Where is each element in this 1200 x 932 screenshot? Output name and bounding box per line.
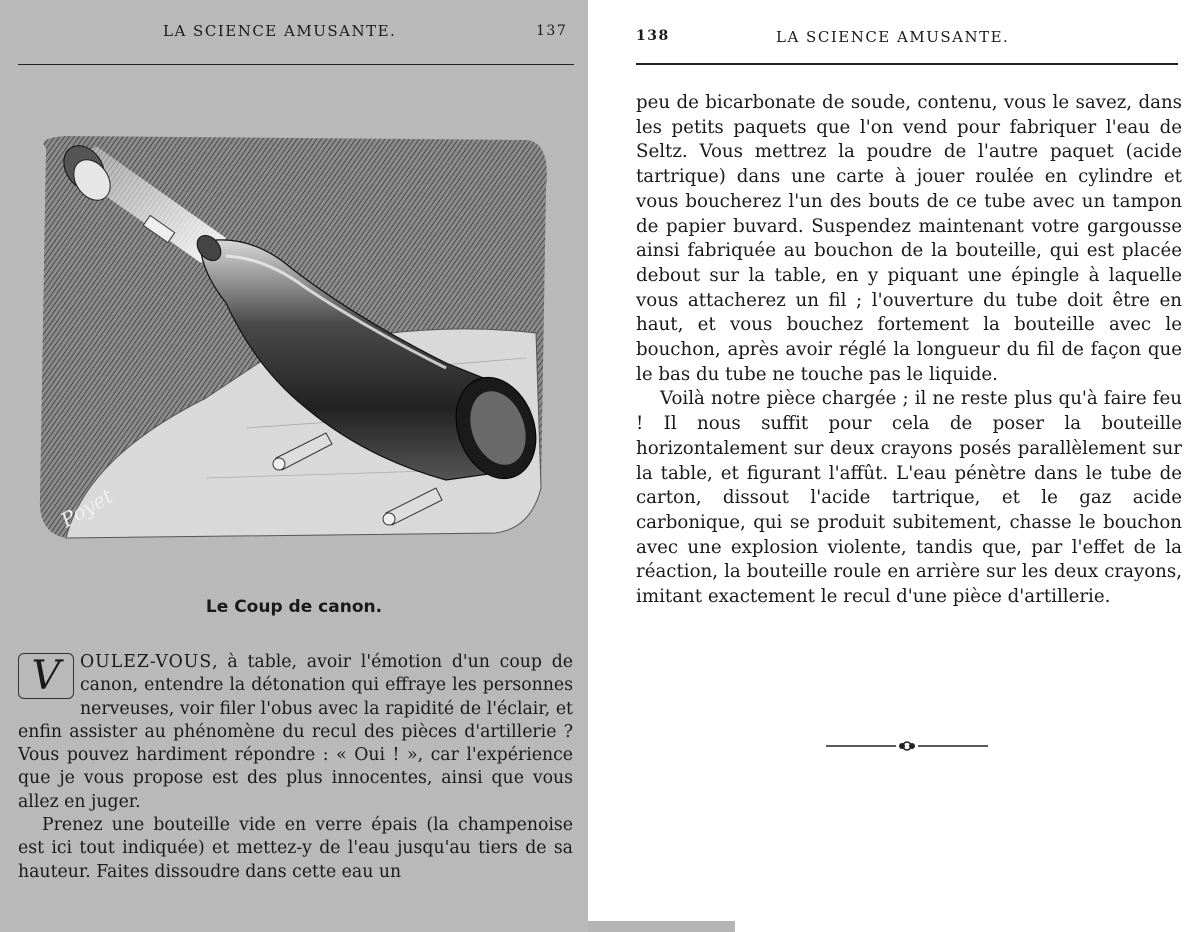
artist-signature: Poyet bbox=[56, 483, 117, 533]
left-paragraph-1-text: , à table, avoir l'émotion d'un coup de canon, entendre la détonation qui effraye les personnes nerveuses, voir filer l'obus avec la rapidité de l'éclair, et enfin assister au phénomène du recul des pièces d'artillerie ? Vous pouvez hardiment répondre : « Oui ! », car l'expérience que je vous propose est des plus innocentes, ainsi que vous allez en juger. bbox=[18, 652, 573, 812]
header-rule-left bbox=[18, 64, 574, 65]
right-body bbox=[636, 91, 1182, 610]
right-header bbox=[588, 28, 1200, 52]
left-paragraph-2: Prenez une bouteille vide en verre épais (la champenoise est ici tout indiquée) et mettez-y de l'eau jusqu'au tiers de sa hauteur. Faites dissoudre dans cette eau un bbox=[18, 815, 573, 882]
right-paragraph-2: Voilà notre pièce chargée ; il ne reste plus qu'à faire feu ! Il nous suffit pour cela de poser la bouteille horizontalement sur deux crayons posés parallèlement sur la table, et figurant l'affût. L'eau pénètre dans le tube de carton, dissout l'acide tartrique, et le gaz acide carbonique, qui se produit subitement, chasse le bouchon avec une explosion violente, tandis que, par l'effet de la réaction, la bouteille roule en arrière sur les deux crayons, imitant exactement le recul d'une pièce d'artillerie. bbox=[636, 388, 1182, 608]
running-title-left: LA SCIENCE AMUSANTE. bbox=[163, 22, 397, 40]
illustration-caption: Le Coup de canon. bbox=[205, 597, 383, 617]
end-ornament bbox=[826, 736, 988, 756]
bottle-cannon-illustration bbox=[26, 128, 556, 558]
page-number-left: 137 bbox=[536, 23, 568, 39]
header-rule-right bbox=[636, 63, 1178, 65]
left-body bbox=[18, 651, 573, 884]
scan-edge-strip bbox=[588, 921, 735, 932]
right-paragraph-1: peu de bicarbonate de soude, contenu, vous le savez, dans les petits paquets que l'on vend pour fabriquer l'eau de Seltz. Vous mettrez la poudre de l'autre paquet (acide tartrique) dans une carte à jouer roulée en cylindre et vous boucherez l'un des bouts de ce tube avec un tampon de papier buvard. Suspendez maintenant votre gargousse ainsi fabriquée au bouchon de la bouteille, qui est placée debout sur la table, en y piquant une épingle à laquelle vous attacherez un fil ; l'ouverture du tube doit être en haut, et vous bouchez fortement la bouteille avec le bouchon, après avoir réglé la longueur du fil de façon que le bas du tube ne touche pas le liquide. bbox=[636, 92, 1182, 385]
page-number-right: 138 bbox=[636, 28, 670, 44]
first-word: OULEZ-VOUS bbox=[80, 652, 213, 672]
left-paragraph-1 bbox=[18, 651, 573, 814]
left-page bbox=[0, 0, 588, 932]
left-header bbox=[0, 22, 588, 46]
running-title-right: LA SCIENCE AMUSANTE. bbox=[776, 28, 1010, 46]
ornamental-dropcap: V bbox=[18, 653, 74, 699]
